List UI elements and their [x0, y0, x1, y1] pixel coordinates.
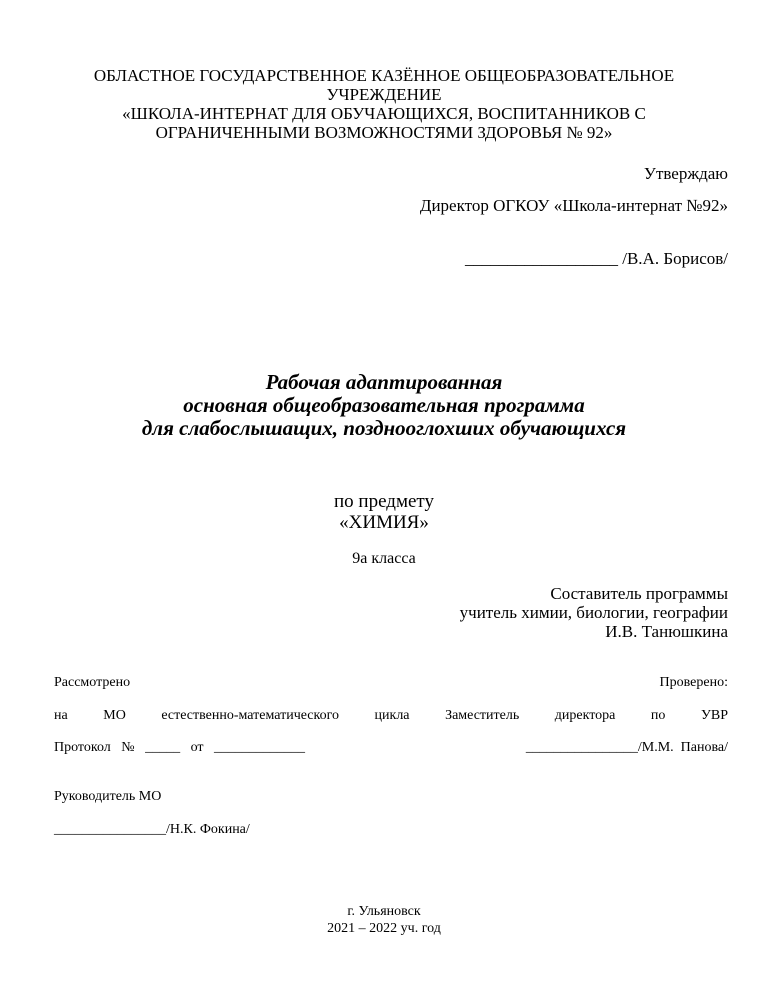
- subject-block: [40, 491, 728, 533]
- mo-row: [54, 708, 728, 724]
- grade-label: 9а класса: [352, 550, 416, 567]
- composer-block: [460, 584, 728, 641]
- checked-label: Проверено:: [659, 675, 728, 690]
- footer-block: [40, 903, 728, 937]
- mo-word-8: УВР: [700, 708, 728, 723]
- composer-name: И.В. Танюшкина: [605, 622, 728, 641]
- footer-city: г. Ульяновск: [347, 904, 421, 919]
- mo-word-1: на: [54, 708, 68, 723]
- mo-word-7: по: [650, 708, 666, 723]
- header-line-1: ОБЛАСТНОЕ ГОСУДАРСТВЕННОЕ КАЗЁННОЕ ОБЩЕОБРАЗОВАТЕЛЬНОЕ: [93, 66, 675, 85]
- deputy-signature: ________________/М.М. Панова/: [525, 740, 728, 755]
- header-line-3: «ШКОЛА-ИНТЕРНАТ ДЛЯ ОБУЧАЮЩИХСЯ, ВОСПИТАННИКОВ С: [122, 104, 646, 123]
- mo-word-2: МО: [103, 708, 126, 723]
- mo-word-5: Заместитель: [445, 708, 520, 723]
- institution-header: [60, 66, 708, 142]
- subject-name: «ХИМИЯ»: [339, 512, 429, 533]
- document-title: [40, 371, 728, 440]
- mo-word-3: естественно-математического: [161, 708, 339, 723]
- approval-label: Утверждаю: [643, 164, 728, 183]
- title-line-1: Рабочая адаптированная: [265, 370, 503, 394]
- mo-word-4: цикла: [374, 708, 410, 723]
- header-line-4: ОГРАНИЧЕННЫМИ ВОЗМОЖНОСТЯМИ ЗДОРОВЬЯ № 92»: [155, 123, 613, 142]
- approval-position: Директор ОГКОУ «Школа-интернат №92»: [419, 196, 728, 215]
- title-line-3: для слабослышащих, позднооглохших обучающихся: [141, 416, 627, 440]
- header-line-2: УЧРЕЖДЕНИЕ: [326, 85, 442, 104]
- mo-word-6: директора: [554, 708, 616, 723]
- considered-label: Рассмотрено: [54, 675, 131, 690]
- head-mo-signature: ________________/Н.К. Фокина/: [54, 822, 250, 837]
- director-signature: __________________ /В.А. Борисов/: [465, 249, 728, 268]
- protocol-line: Протокол № _____ от _____________: [54, 740, 306, 755]
- subject-prefix: по предмету: [334, 491, 434, 512]
- composer-role: учитель химии, биологии, географии: [459, 603, 728, 622]
- title-line-2: основная общеобразовательная программа: [183, 393, 585, 417]
- footer-year: 2021 – 2022 уч. год: [327, 921, 441, 936]
- composer-label: Составитель программы: [550, 584, 728, 603]
- head-mo-label: Руководитель МО: [54, 789, 162, 804]
